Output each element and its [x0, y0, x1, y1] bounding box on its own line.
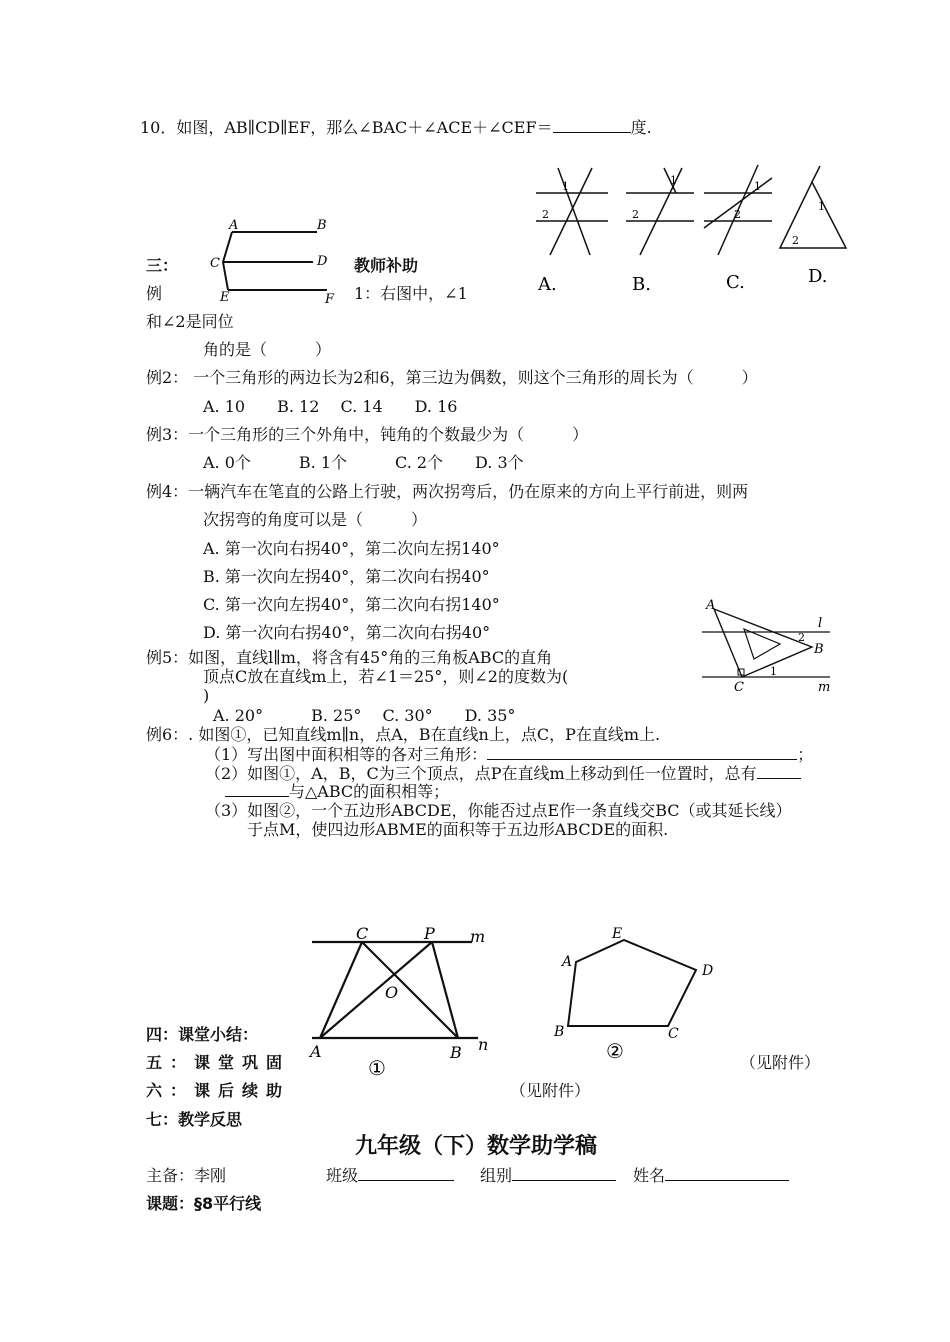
group-field: [480, 1166, 616, 1186]
figure-2-pentagon: [548, 920, 728, 1070]
answer-blank[interactable]: [553, 118, 631, 133]
label-C: C: [668, 1026, 679, 1042]
answer-blank[interactable]: [487, 745, 797, 760]
ex5-options: A. 20° B. 25° C. 30° D. 35°: [213, 706, 516, 725]
name-field: [633, 1166, 789, 1186]
name-label: 姓名: [633, 1166, 666, 1185]
figure-1-trapezoid: [300, 920, 500, 1080]
label-n: n: [478, 1035, 489, 1054]
question-10-suffix: 度.: [630, 118, 652, 137]
section-6: 六：课后续助: [146, 1081, 291, 1100]
label-B: B: [814, 642, 824, 657]
section-3-label: 三：: [146, 256, 179, 275]
ex6-q2: [205, 764, 801, 784]
label-B: B: [450, 1043, 462, 1062]
ex4-option-c: C. 第一次向左拐40°，第二次向右拐140°: [203, 595, 500, 614]
answer-blank[interactable]: [225, 782, 289, 797]
topic-label: 课题：§8平行线: [146, 1194, 262, 1213]
section-3-title: 教师补助: [354, 256, 419, 275]
angle-1-label: 1: [818, 200, 825, 213]
angle-1-label: 1: [770, 665, 777, 678]
ex1-line2: 和∠2是同位: [146, 312, 234, 331]
ex1-line3: 角的是（ ）: [203, 340, 332, 359]
ex5-line3: ): [203, 686, 210, 705]
ex6-q1-end: ；: [797, 745, 814, 764]
label-D: D: [702, 963, 714, 979]
question-10: [140, 118, 652, 138]
ex4-text: 例4：一辆汽车在笔直的公路上行驶，两次拐弯后，仍在原来的方向上平行前进，则两: [146, 482, 749, 501]
angle-2-label: 2: [632, 208, 639, 221]
label-A: A: [229, 218, 239, 233]
label-D: D: [317, 254, 328, 269]
ex5-line2: 顶点C放在直线m上，若∠1＝25°，则∠2的度数为(: [203, 667, 569, 686]
label-A: A: [562, 954, 573, 970]
label-E: E: [612, 926, 623, 942]
section-7: 七：教学反思: [146, 1110, 243, 1129]
label-m: m: [470, 927, 486, 946]
question-10-text: 10．如图，AB∥CD∥EF，那么∠BAC＋∠ACE＋∠CEF＝: [140, 118, 553, 137]
option-a-label: A.: [538, 274, 557, 295]
ex3-text: 例3：一个三角形的三个外角中，钝角的个数最少为（ ）: [146, 425, 589, 444]
label-B: B: [317, 218, 327, 233]
ex4-option-a: A. 第一次向右拐40°，第二次向左拐140°: [203, 539, 500, 558]
ex2-options: A. 10 B. 12 C. 14 D. 16: [203, 397, 458, 416]
section-4: 四：课堂小结：: [146, 1025, 259, 1044]
class-field: [326, 1166, 454, 1186]
angle-options-figure: [528, 150, 858, 300]
angle-2-label: 2: [542, 208, 549, 221]
label-P: P: [424, 924, 435, 943]
class-label: 班级: [326, 1166, 359, 1185]
option-b-label: B.: [632, 274, 651, 295]
ex1-text: 1：右图中，∠1: [354, 284, 468, 303]
label-B: B: [554, 1024, 565, 1040]
angle-1-label: 1: [562, 180, 569, 193]
angle-1-label: 1: [754, 180, 761, 193]
name-input[interactable]: [665, 1166, 789, 1181]
label-A: A: [706, 598, 716, 613]
host-label: 主备：李刚: [146, 1166, 227, 1185]
ex4-option-b: B. 第一次向左拐40°，第二次向右拐40°: [203, 567, 490, 586]
ex1-lead: 例: [146, 284, 163, 303]
angle-1-label: 1: [670, 174, 677, 187]
ex6-q2b-text: 与△ABC的面积相等；: [289, 782, 450, 801]
label-C: C: [356, 924, 369, 943]
ex6-q2-text: （2）如图①，A，B，C为三个顶点，点P在直线m上移动到任一位置时，总有: [205, 764, 757, 783]
group-input[interactable]: [512, 1166, 616, 1181]
angle-2-label: 2: [798, 631, 805, 644]
label-E: E: [220, 290, 230, 305]
label-A: A: [310, 1042, 322, 1061]
ex2-text: 例2： 一个三角形的两边长为2和6，第三边为偶数，则这个三角形的周长为（ ）: [146, 368, 758, 387]
label-C: C: [734, 680, 744, 695]
ex3-options: A. 0个 B. 1个 C. 2个 D. 3个: [203, 453, 524, 472]
figure-2-caption: ②: [606, 1039, 624, 1063]
group-label: 组别: [480, 1166, 513, 1185]
triangle-ruler-figure: [700, 595, 845, 695]
parallel-lines-figure: [205, 215, 355, 310]
label-m: m: [818, 680, 831, 695]
angle-2-label: 2: [734, 208, 741, 221]
label-C: C: [210, 256, 220, 271]
section-6-note: （见附件）: [510, 1081, 591, 1100]
ex6-q3b: 于点M，使四边形ABME的面积等于五边形ABCDE的面积.: [247, 820, 669, 839]
option-d-label: D.: [808, 266, 828, 287]
section-5: 五：课堂巩固: [146, 1053, 291, 1072]
ex6-q1-text: （1）写出图中面积相等的各对三角形：: [205, 745, 488, 764]
figure-1-caption: ①: [368, 1056, 386, 1080]
class-input[interactable]: [358, 1166, 454, 1181]
page-title: 九年级（下）数学助学稿: [355, 1134, 598, 1159]
ex6-line1: 例6：. 如图①，已知直线m∥n，点A，B在直线n上，点C，P在直线m上.: [146, 725, 661, 744]
label-l: l: [818, 616, 823, 631]
ex6-q3a: （3）如图②，一个五边形ABCDE，你能否过点E作一条直线交BC（或其延长线）: [205, 801, 792, 820]
option-c-label: C.: [726, 272, 745, 293]
ex5-line1: 例5：如图，直线l∥m，将含有45°角的三角板ABC的直角: [146, 648, 553, 667]
ex4-option-d: D. 第一次向右拐40°，第二次向右拐40°: [203, 623, 491, 642]
ex4-line2: 次拐弯的角度可以是（ ）: [203, 510, 428, 529]
label-O: O: [385, 983, 399, 1002]
answer-blank[interactable]: [757, 764, 801, 779]
label-F: F: [325, 292, 335, 307]
angle-2-label: 2: [792, 234, 799, 247]
ex6-q1: [205, 745, 813, 765]
ex6-q2-cont: [225, 782, 449, 802]
section-5-note: （见附件）: [740, 1053, 821, 1072]
